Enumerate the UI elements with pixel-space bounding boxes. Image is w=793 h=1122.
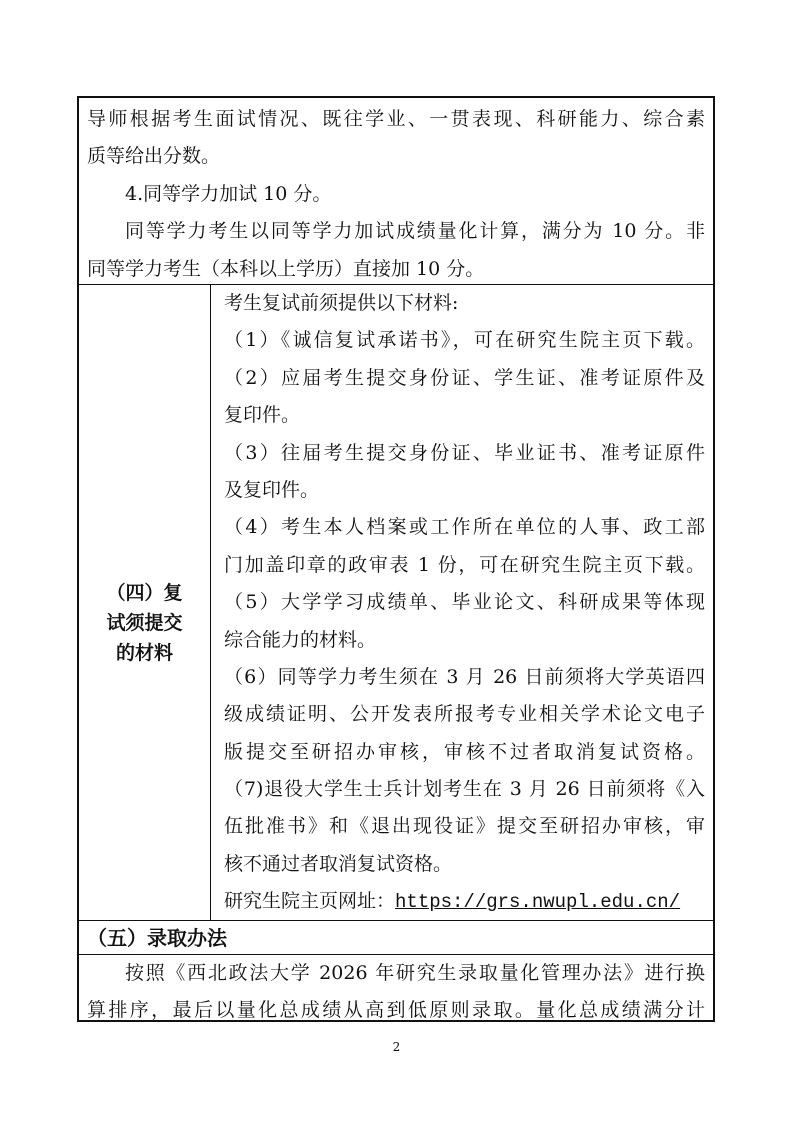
text-line: （7)退役大学生士兵计划考生在 3 月 26 日前须将《入 <box>224 778 705 801</box>
text-line: 质等给出分数。 <box>87 145 221 168</box>
text-line: （3）往届考生提交身份证、毕业证书、准考证原件 <box>224 441 705 464</box>
text-line: 门加盖印章的政审表 1 份，可在研究生院主页下载。 <box>224 553 705 576</box>
materials-content-cell <box>210 285 713 920</box>
page-number: 2 <box>392 1040 401 1054</box>
text-line: 级成绩证明、公开发表所报考专业相关学术论文电子 <box>224 703 705 726</box>
text-line: 复印件。 <box>224 404 301 427</box>
text-line: （4）考生本人档案或工作所在单位的人事、政工部 <box>224 516 705 539</box>
homepage-line <box>224 883 705 920</box>
label-line: 试须提交 <box>106 611 183 634</box>
text-line: 同等学力考生以同等学力加试成绩量化计算，满分为 10 分。非 <box>125 220 705 243</box>
text-line: 综合能力的材料。 <box>224 628 377 651</box>
text-line: 按照《西北政法大学 2026 年研究生录取量化管理办法》进行换 <box>125 962 705 984</box>
text-line: 算排序，最后以量化总成绩从高到低原则录取。量化总成绩满分计 <box>87 999 705 1022</box>
document-table <box>77 96 715 1022</box>
text-line: 4.同等学力加试 10 分。 <box>125 182 332 205</box>
text-line: （5）大学学习成绩单、毕业论文、科研成果等体现 <box>224 591 705 614</box>
text-line: 同等学力考生（本科以上学历）直接加 10 分。 <box>87 257 485 280</box>
text-line: 核不通过者取消复试资格。 <box>224 852 453 875</box>
homepage-link[interactable]: https://grs.nwupl.edu.cn/ <box>395 891 681 914</box>
homepage-label: 研究生院主页网址： <box>224 890 396 913</box>
text-line: （2）应届考生提交身份证、学生证、准考证原件及 <box>224 366 705 389</box>
text-line: （1）《诚信复试承诺书》，可在研究生院主页下载。 <box>224 329 705 352</box>
label-line: （四）复 <box>106 581 183 604</box>
text-line: 伍批准书》和《退出现役证》提交至研招办审核，审 <box>224 815 705 838</box>
text-line: 及复印件。 <box>224 478 320 501</box>
admission-heading: （五）录取办法 <box>79 921 713 955</box>
materials-label <box>106 538 182 668</box>
scoring-cell <box>79 98 713 285</box>
admission-content-cell <box>79 955 713 1020</box>
text-line: （6）同等学力考生须在 3 月 26 日前须将大学英语四 <box>224 665 705 688</box>
label-line: 的材料 <box>115 641 173 664</box>
text-line: 导师根据考生面试情况、既往学业、一贯表现、科研能力、综合素 <box>87 108 705 130</box>
text-line: 考生复试前须提供以下材料: <box>224 292 459 314</box>
materials-label-cell <box>79 285 211 920</box>
text-line: 版提交至研招办审核，审核不过者取消复试资格。 <box>224 740 705 763</box>
materials-row <box>79 285 713 921</box>
